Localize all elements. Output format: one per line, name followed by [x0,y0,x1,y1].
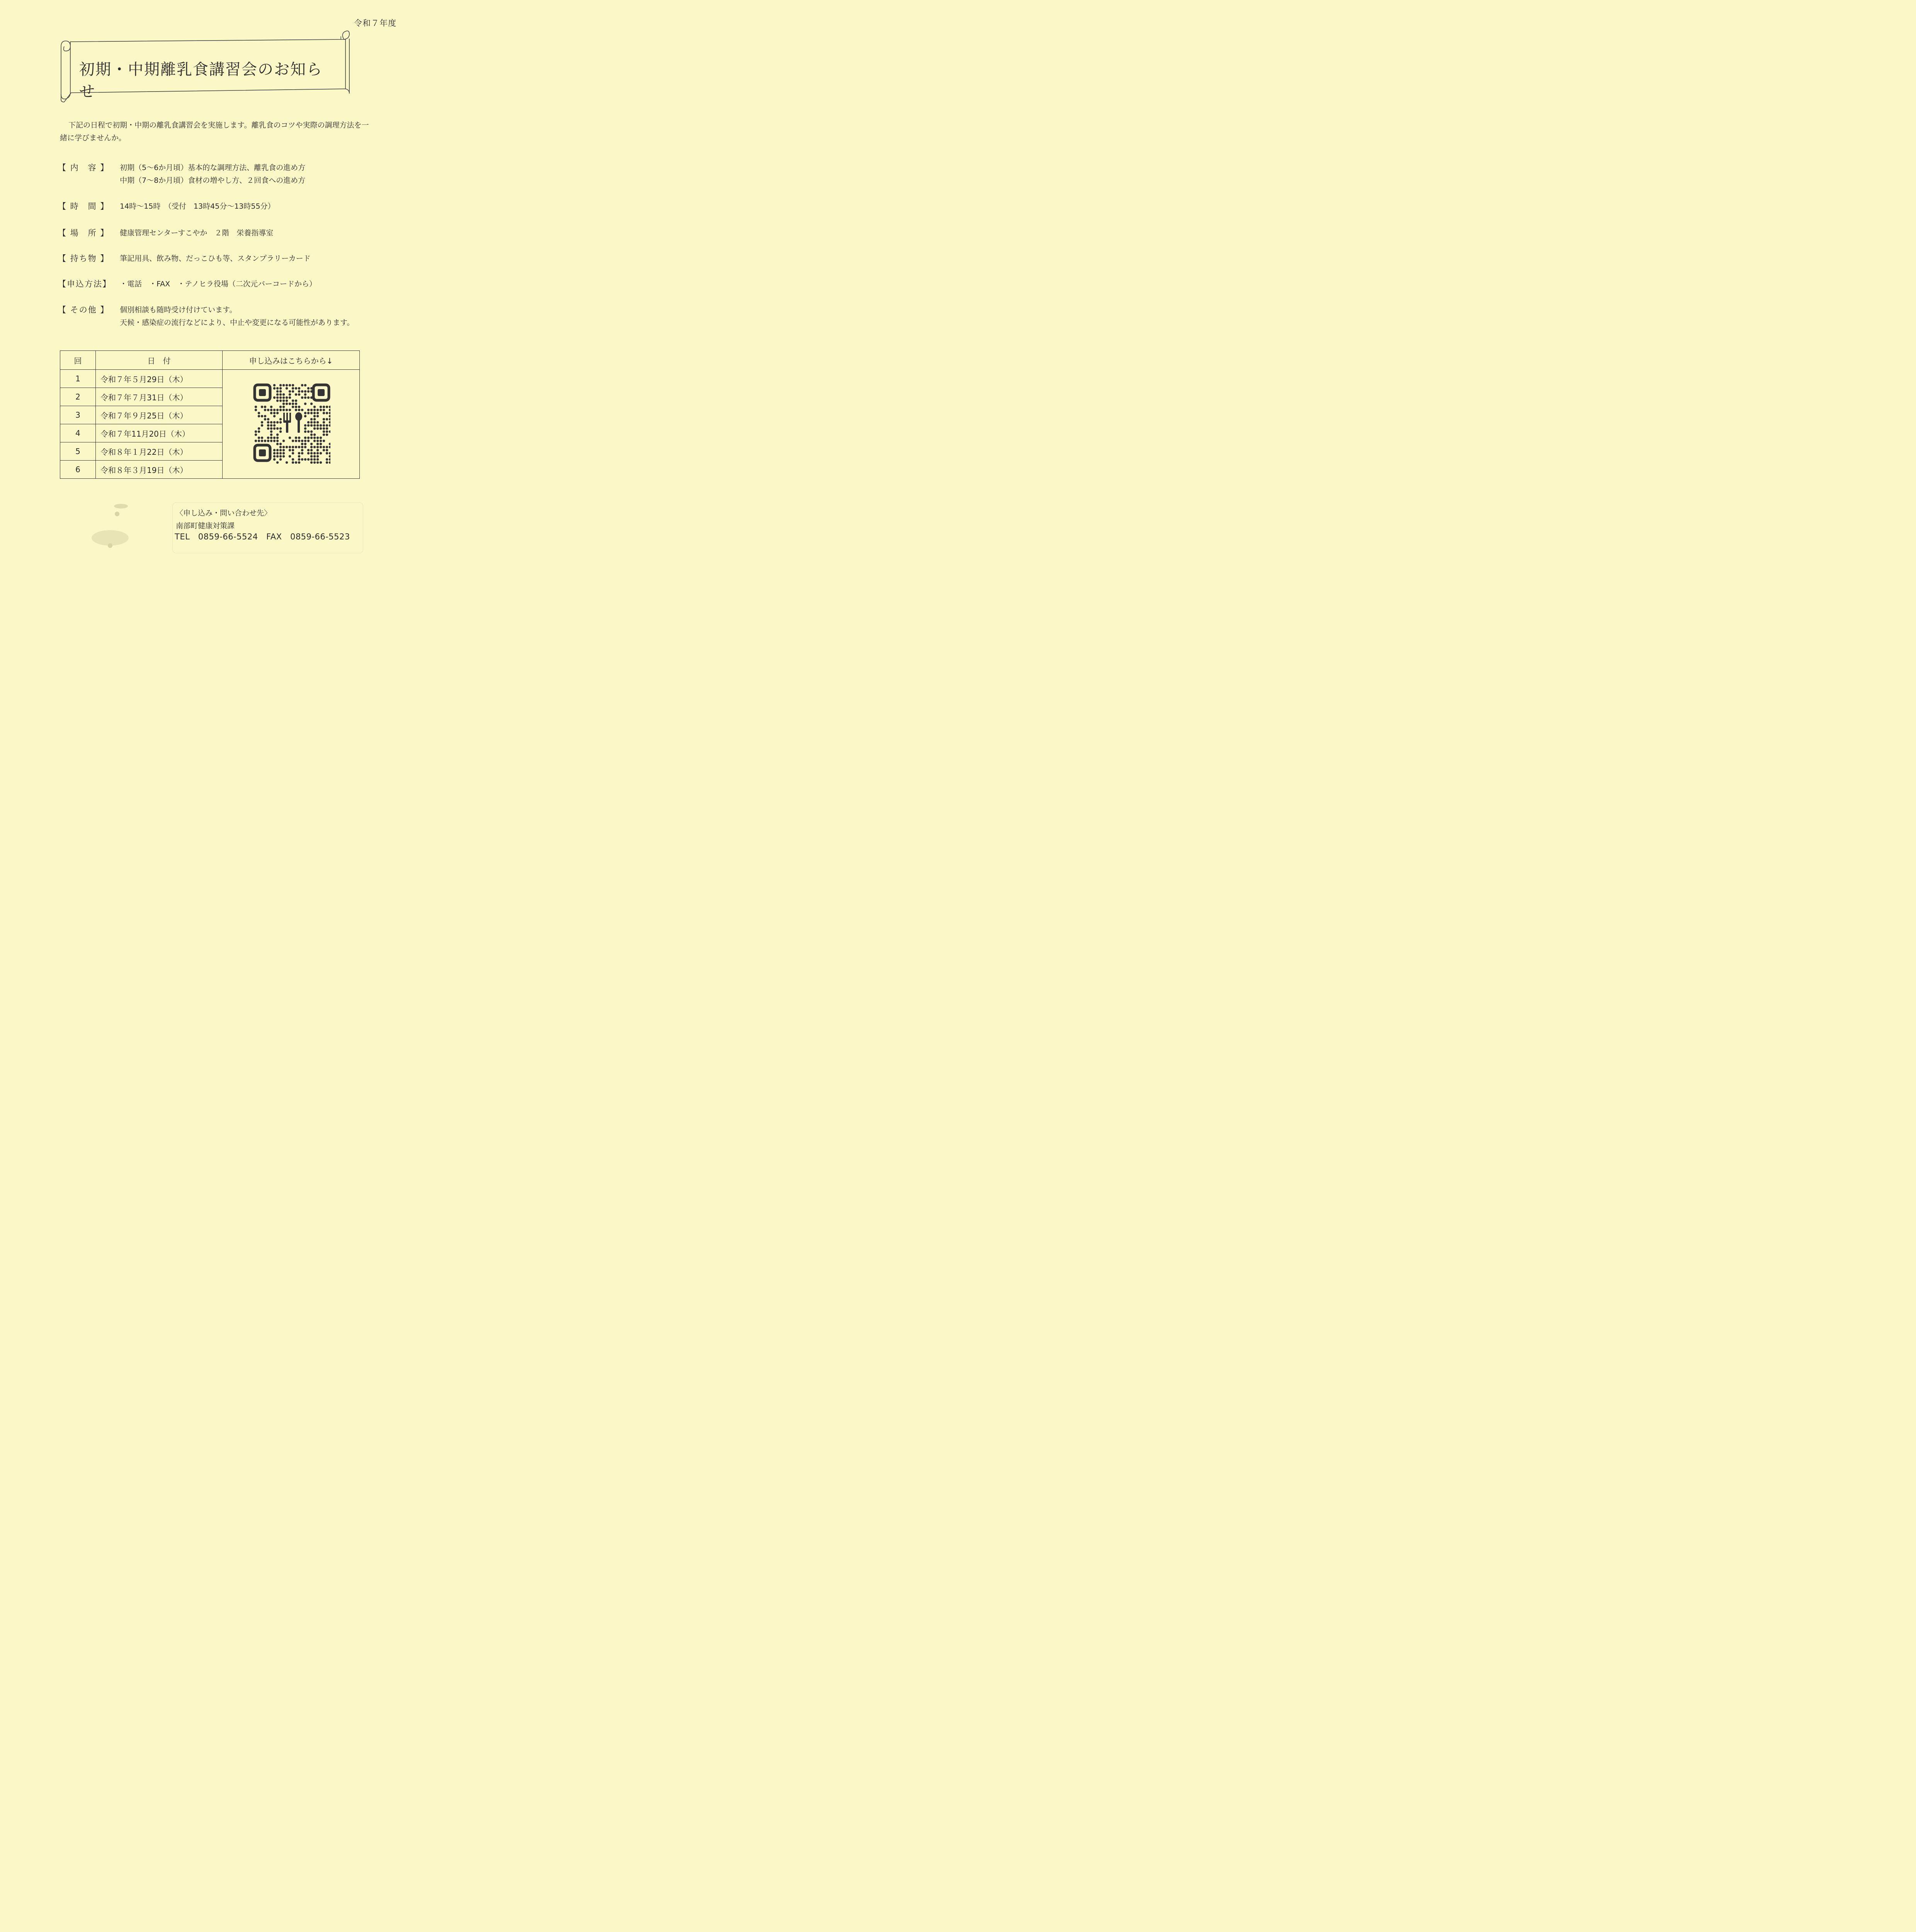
content-label: 【 内 容 】 [58,163,109,172]
session-date: 令和７年９月25日（木） [96,406,223,424]
session-date: 令和８年３月19日（木） [96,461,223,479]
header-date: 日 付 [96,351,223,370]
other-line-1: 個別相談も随時受け付けています。 [120,306,237,314]
apply-method-label: 【申込方法】 [58,279,111,289]
other-line-2: 天候・感染症の流行などにより、中止や変更になる可能性があります。 [120,318,354,327]
page-title: 初期・中期離乳食講習会のお知らせ [79,61,323,100]
place-label: 【 場 所 】 [58,228,109,238]
content-line-1: 初期（5〜6か月頃）基本的な調理方法、離乳食の進め方 [120,163,306,172]
apply-method-value: ・電話 ・FAX ・テノヒラ役場（二次元バーコードから） [120,280,316,288]
contact-phone-fax: TEL 0859-66-5524 FAX 0859-66-5523 [175,532,350,541]
intro-paragraph: 下記の日程で初期・中期の離乳食講習会を実施します。離乳食のコツや実際の調理方法を一緒に学びませんか。 [60,121,369,142]
header-apply: 申し込みはこちらから↓ [223,351,360,370]
session-number: 1 [60,370,96,388]
time-label: 【 時 間 】 [58,202,109,211]
content-line-2: 中期（7〜8か月頃）食材の増やし方、２回食への進め方 [120,176,306,185]
session-date: 令和７年11月20日（木） [96,424,223,442]
items-value: 筆記用具、飲み物、だっこひも等、スタンプラリーカード [120,254,311,263]
qr-code-icon[interactable] [253,383,330,464]
session-date: 令和７年７月31日（木） [96,388,223,406]
other-label: 【 その他 】 [58,305,109,315]
session-date: 令和８年１月22日（木） [96,442,223,461]
time-value: 14時〜15時 （受付 13時45分〜13時55分） [120,202,275,211]
contact-department: 南部町健康対策課 [176,522,235,530]
items-label: 【 持ち物 】 [58,254,109,263]
contact-heading: 〈申し込み・問い合わせ先〉 [176,509,272,517]
session-number: 6 [60,461,96,479]
session-number: 3 [60,406,96,424]
session-number: 5 [60,442,96,461]
place-value: 健康管理センターすこやか ２階 栄養指導室 [120,229,274,237]
fiscal-year-label: 令和７年度 [354,19,396,28]
fork-spoon-icon [283,412,302,433]
session-number: 2 [60,388,96,406]
session-number: 4 [60,424,96,442]
session-date: 令和７年５月29日（木） [96,370,223,388]
header-no: 回 [60,351,96,370]
faded-stamp-mark [91,502,137,553]
table-header-row [60,351,360,370]
